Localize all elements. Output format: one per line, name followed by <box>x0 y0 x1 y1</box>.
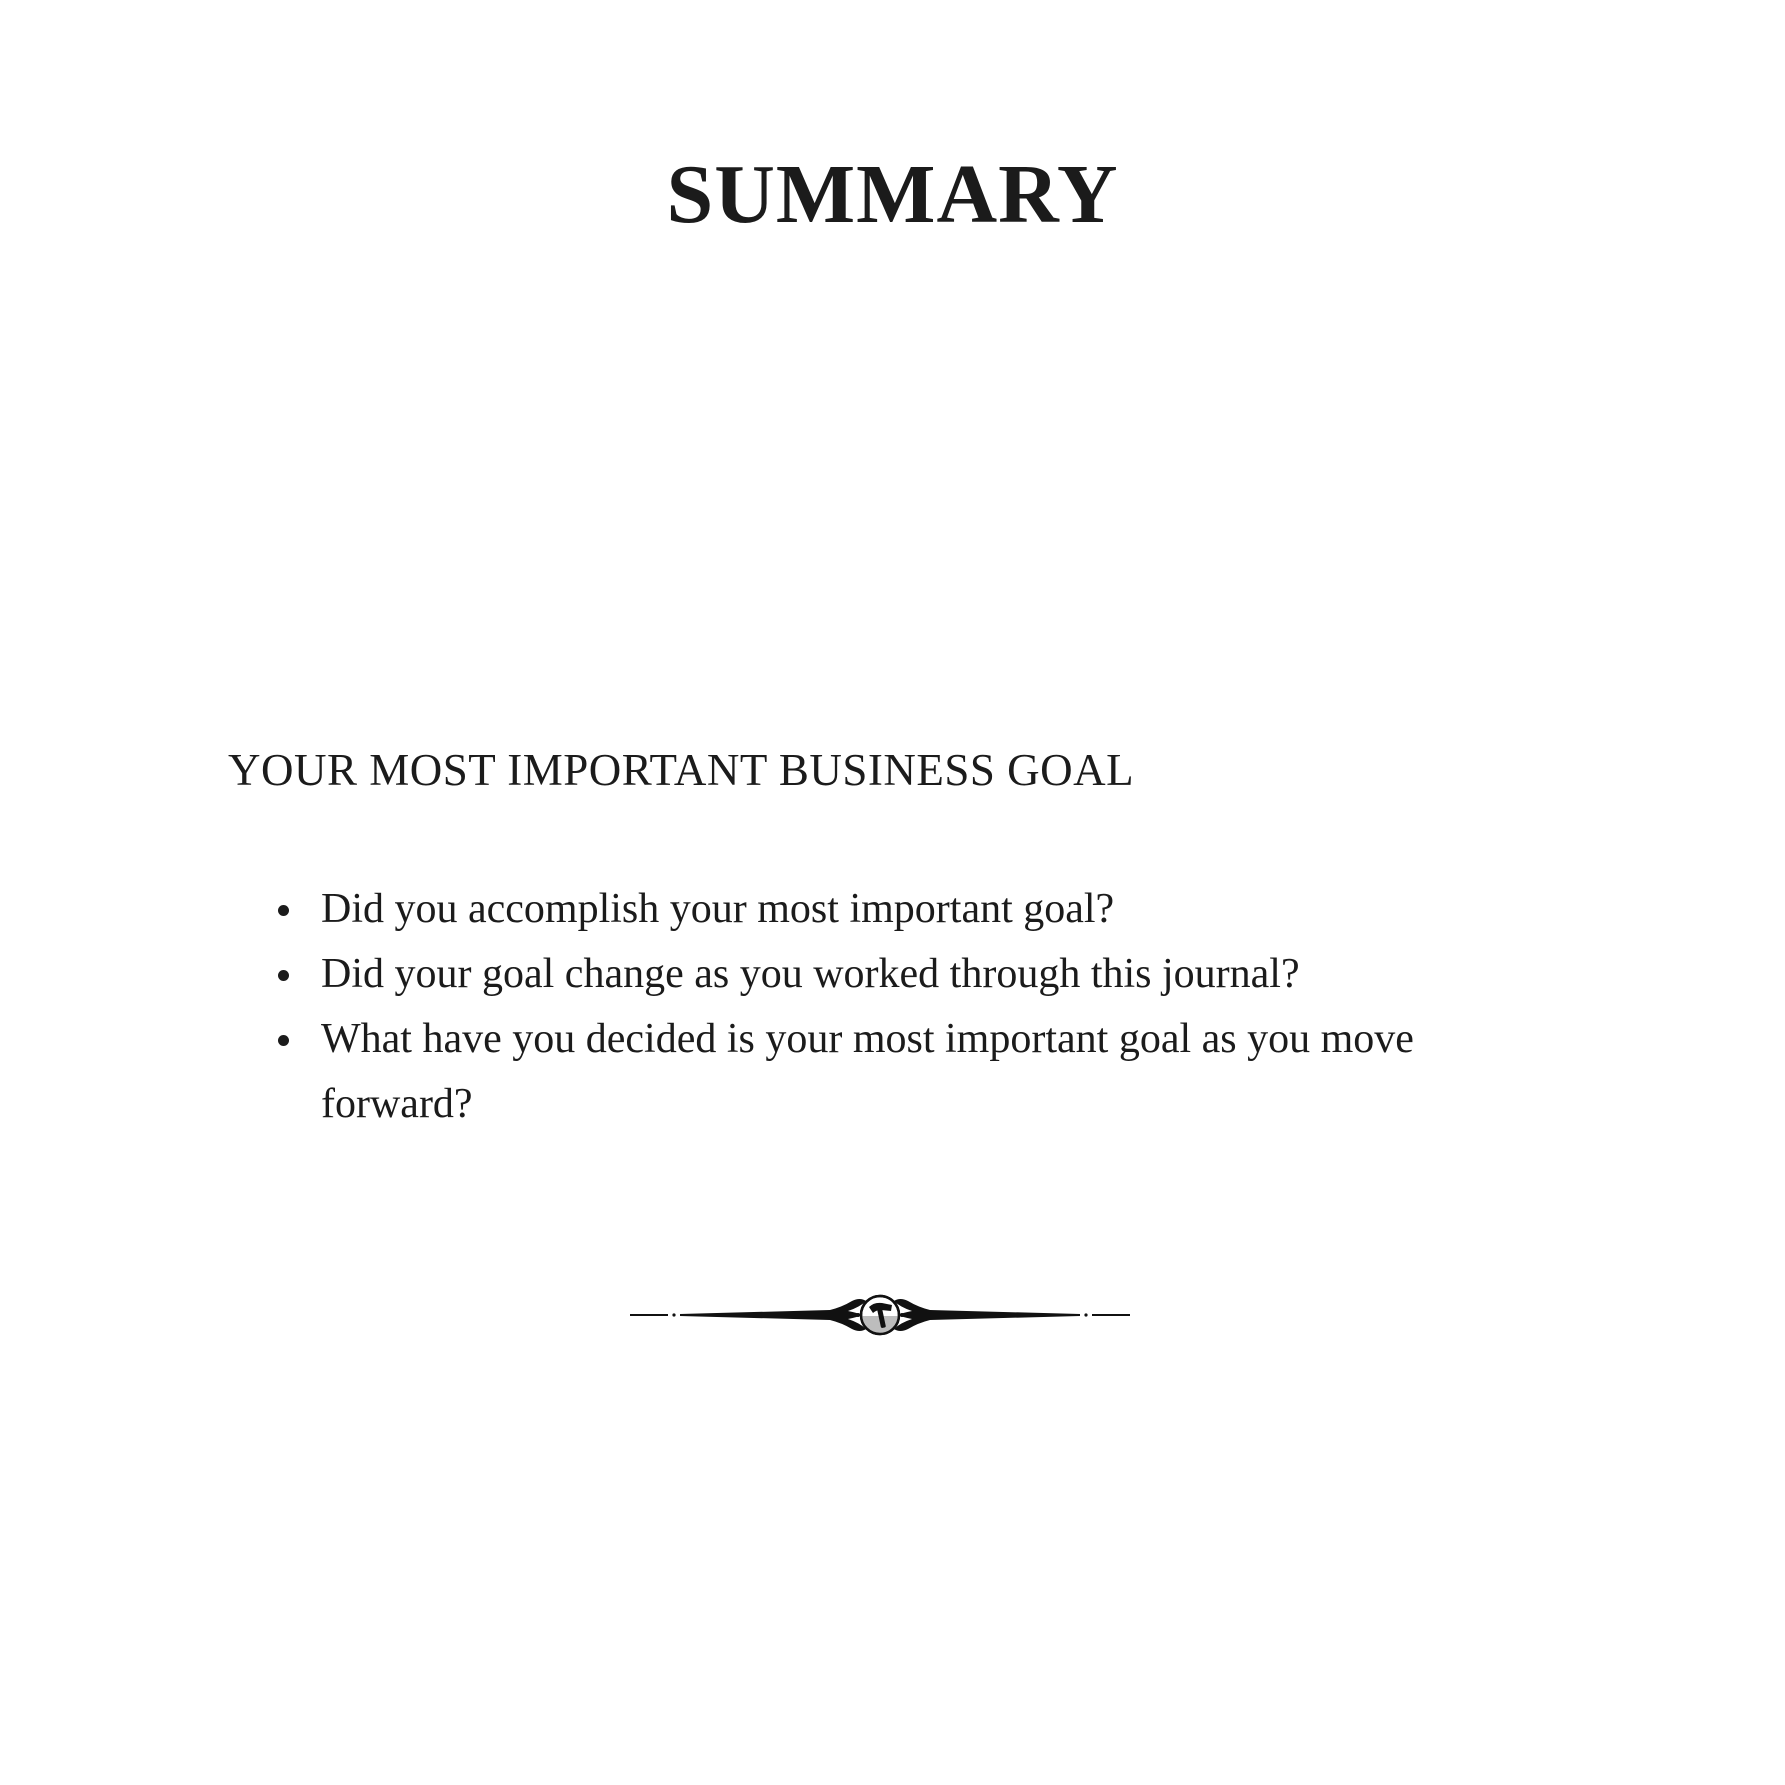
hammer-icon <box>861 1296 899 1335</box>
bullet-icon <box>278 1035 289 1046</box>
section-heading: YOUR MOST IMPORTANT BUSINESS GOAL <box>228 745 1135 795</box>
bullet-icon <box>278 905 289 916</box>
bullet-icon <box>278 970 289 981</box>
question-text: Did your goal change as you worked through this journal? <box>321 951 1300 997</box>
question-item <box>270 942 1470 1007</box>
divider-ornament <box>630 1285 1130 1345</box>
question-list <box>270 877 1470 1137</box>
question-text: Did you accomplish your most important goal? <box>321 886 1115 932</box>
page-title: SUMMARY <box>666 148 1119 241</box>
question-item <box>270 1007 1470 1137</box>
question-text: What have you decided is your most important goal as you move forward? <box>321 1016 1414 1127</box>
question-item <box>270 877 1470 942</box>
